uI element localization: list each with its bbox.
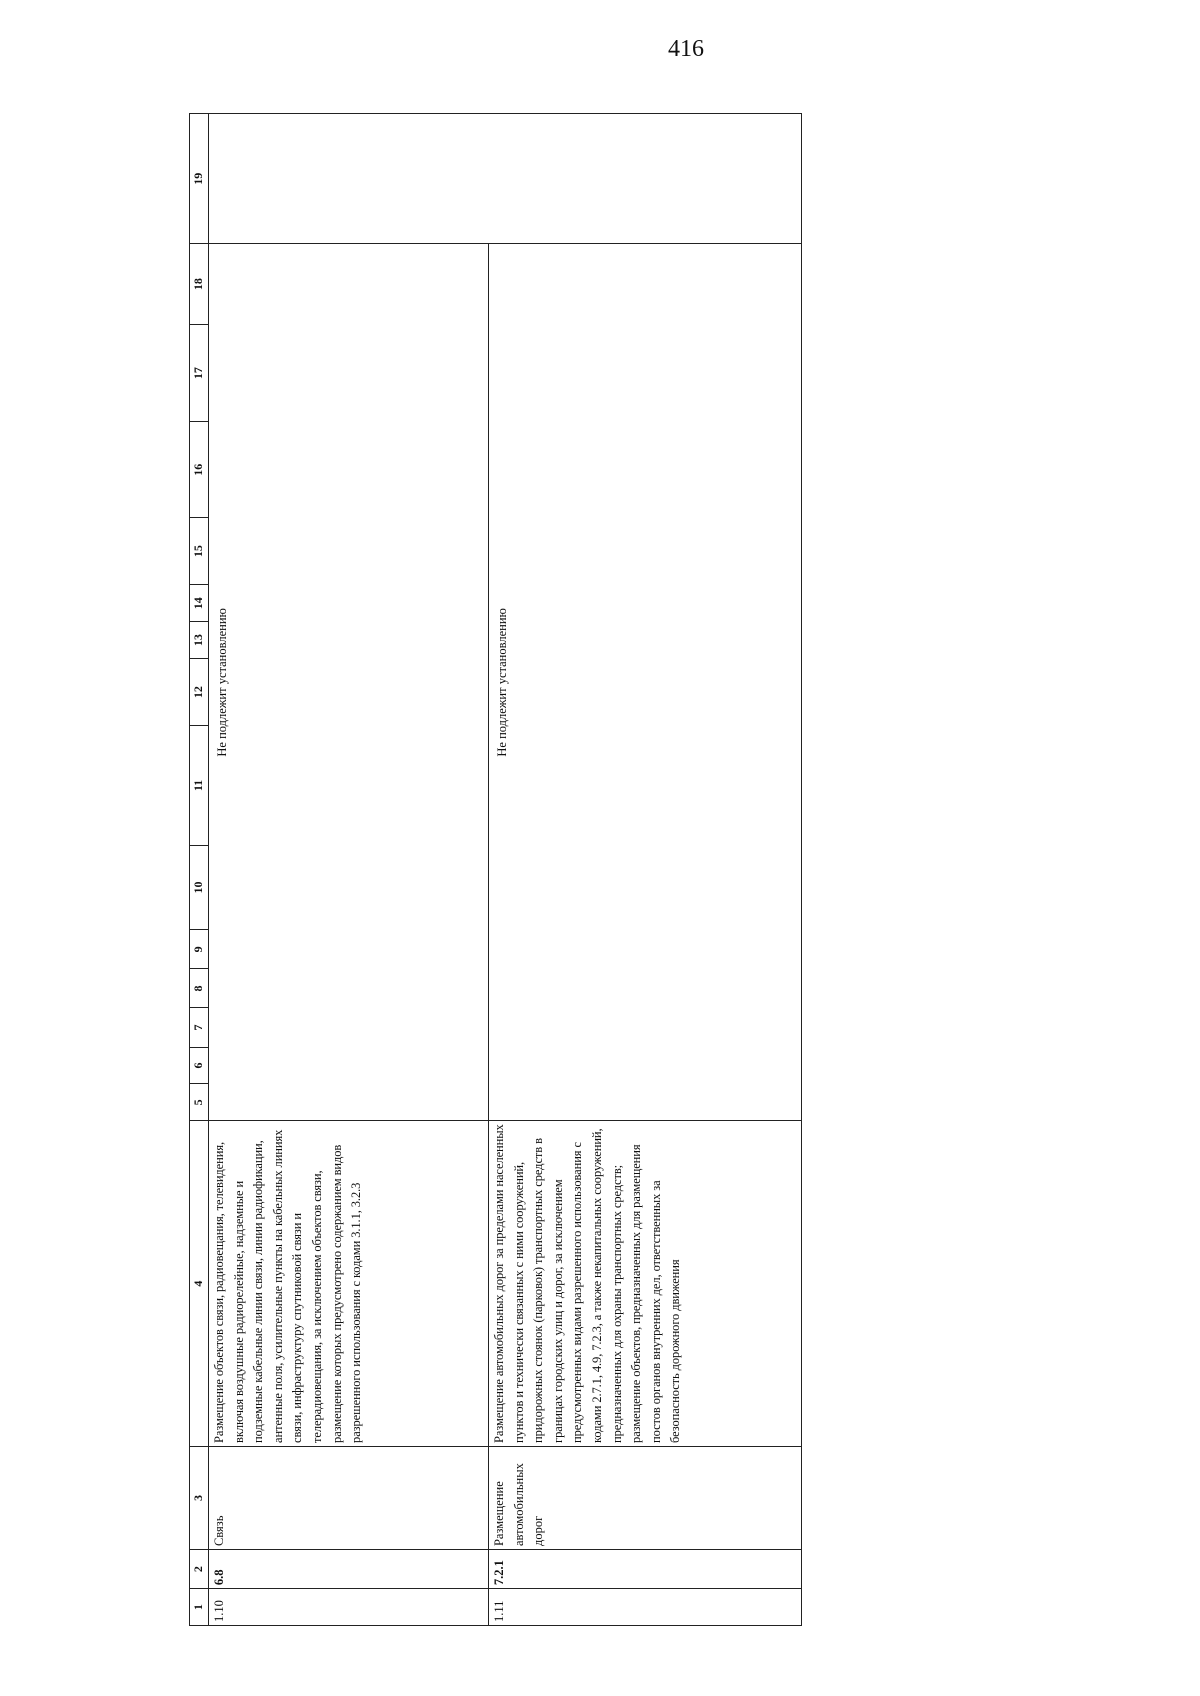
col-header-15: 15: [190, 517, 209, 584]
col-header-19: 19: [190, 114, 209, 244]
col-header-9: 9: [190, 930, 209, 969]
use-description: Размещение автомобильных дорог за пределами населенных пунктов и технически связанных с ними сооружений, придорожных стоянок (парковок) транспортных средств в границах городских улиц и дорог, за исключением предусмотренных видами разрешенного использования с кодами 2.7.1, 4.9, 7.2.3, а также некапитальных сооружений, предназначенных для охраны транспортных средств; размещение объектов, предназначенных для размещения постов органов внутренних дел, ответственных за безопасность дорожного движения: [489, 1121, 802, 1447]
col-header-16: 16: [190, 422, 209, 518]
use-description: Размещение объектов связи, радиовещания, телевидения, включая воздушные радиорелейные, надземные и подземные кабельные линии связи, линии радиофикации, антенные поля, усилительные пункты на кабельных линиях связи, инфраструктуру спутниковой связи и телерадиовещания, за исключением объектов связи, размещение которых предусмотрено содержанием видов разрешенного использования с кодами 3.1.1, 3.2.3: [209, 1121, 489, 1447]
col-header-2: 2: [190, 1550, 209, 1589]
merged-parameters-cell: [209, 244, 489, 1121]
permitted-use-table: [189, 113, 802, 1626]
col-header-5: 5: [190, 1084, 209, 1121]
col-header-17: 17: [190, 324, 209, 422]
header-row: [190, 114, 209, 1626]
col-header-10: 10: [190, 845, 209, 930]
row-number: 1.10: [209, 1589, 489, 1626]
col-header-12: 12: [190, 659, 209, 726]
col-header-4: 4: [190, 1121, 209, 1447]
col-header-8: 8: [190, 969, 209, 1008]
col-header-1: 1: [190, 1589, 209, 1626]
col-header-7: 7: [190, 1008, 209, 1047]
col-header-6: 6: [190, 1047, 209, 1084]
rotated-table-container: [189, 113, 802, 1626]
page-number: 416: [668, 36, 704, 62]
col-header-18: 18: [190, 244, 209, 324]
col-header-14: 14: [190, 585, 209, 622]
not-established-note: Не подлежит установлению: [215, 608, 229, 757]
use-code: 6.8: [209, 1550, 489, 1589]
use-name: Размещение автомобильных дорог: [489, 1446, 802, 1549]
col-header-3: 3: [190, 1446, 209, 1549]
column-19-cell: [209, 114, 802, 244]
col-header-13: 13: [190, 622, 209, 659]
row-number: 1.11: [489, 1589, 802, 1626]
table-row: [489, 114, 802, 1626]
merged-parameters-cell: [489, 244, 802, 1121]
col-header-11: 11: [190, 726, 209, 845]
use-name: Связь: [209, 1446, 489, 1549]
use-code: 7.2.1: [489, 1550, 802, 1589]
not-established-note: Не подлежит установлению: [495, 608, 509, 757]
table-row: [209, 114, 489, 1626]
